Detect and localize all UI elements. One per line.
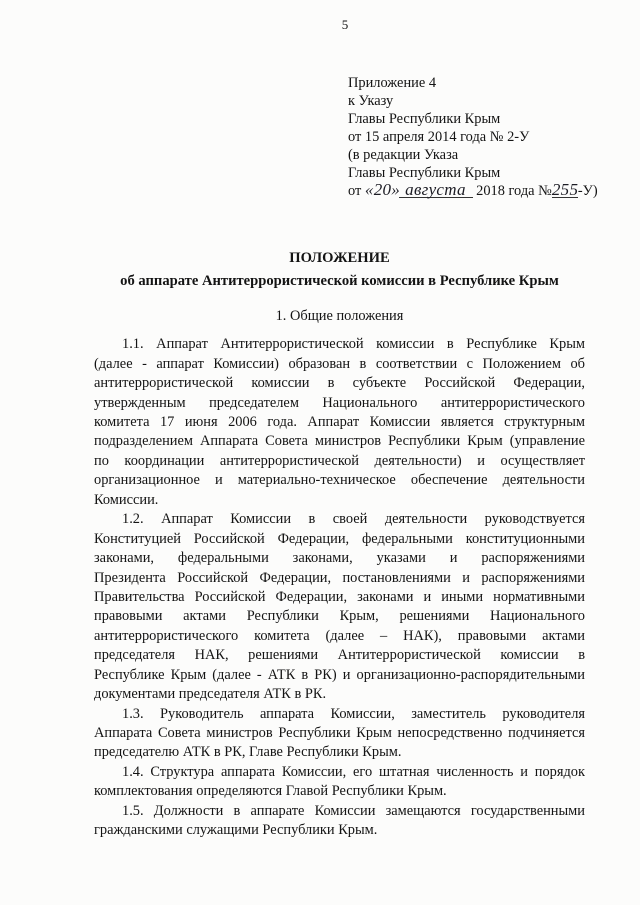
paragraph-line: правовыми актами Республики Крым, решениями Национального: [94, 608, 585, 625]
paragraph-line: подразделением Аппарата Совета министров Республики Крым (управление: [94, 433, 585, 450]
paragraph-line: 1.3. Руководитель аппарата Комиссии, заместитель руководителя: [122, 705, 585, 722]
appendix-label: Приложение 4: [348, 75, 437, 91]
issuer-line: Главы Республики Крым: [348, 111, 501, 127]
paragraph-1-5: [94, 802, 585, 841]
paragraph-1-2: [94, 510, 585, 704]
paragraph-line: комитета 17 июня 2006 года. Аппарат Комиссии является структурным: [94, 414, 585, 431]
revision-date-prefix: от: [348, 183, 362, 199]
paragraph-line: утвержденным председателем Национального антитеррористического: [94, 394, 585, 411]
revision-year: 2018 года №: [476, 183, 552, 199]
paragraph-line: по координации антитеррористической деятельности) и осуществляет: [94, 452, 585, 469]
handwritten-day: «20»: [364, 180, 401, 199]
paragraph-line: председателя НАК, решениями Антитеррористической комиссии в: [94, 647, 585, 664]
paragraph-line: организационное и материально-техническое обеспечение деятельности: [94, 472, 585, 489]
paragraph-line: 1.2. Аппарат Комиссии в своей деятельности руководствуется: [122, 511, 585, 528]
revision-date-line: [348, 182, 598, 200]
paragraph-line: Президента Российской Федерации, постановлениями и распоряжениями: [94, 569, 585, 586]
paragraph-line: Конституцией Российской Федерации, федеральными конституционными: [94, 530, 585, 547]
decree-date-line: от 15 апреля 2014 года № 2-У: [348, 129, 530, 145]
page-number: 5: [341, 17, 349, 32]
revision-note: (в редакции Указа: [348, 147, 459, 163]
document-body: [94, 335, 585, 840]
document-subtitle: об аппарате Антитеррористической комиссии в Республике Крым: [120, 273, 559, 289]
document-title: ПОЛОЖЕНИЕ: [289, 250, 390, 266]
paragraph-1-1: [94, 335, 585, 510]
paragraph-line: антитеррористического комитета (далее – НАК), правовыми актами: [94, 627, 585, 644]
paragraph-line: Республике Крым (далее - АТК в РК) и организационно-распорядительными: [94, 666, 585, 683]
document-title-block: [94, 247, 585, 293]
paragraph-line: документами председателя АТК в РК.: [94, 686, 327, 703]
paragraph-line: 1.1. Аппарат Антитеррористической комиссии в Республике Крым: [122, 336, 585, 353]
handwritten-number: 255: [551, 180, 579, 199]
appendix-header: [348, 74, 598, 200]
paragraph-line: Аппарата Совета министров Республики Крым непосредственно подчиняется: [94, 725, 585, 742]
revision-issuer-line: Главы Республики Крым: [348, 165, 501, 181]
paragraph-line: законами, федеральными законами, указами и распоряжениями: [94, 550, 585, 567]
paragraph-line: антитеррористической комиссии в субъекте Российской Федерации,: [94, 375, 585, 392]
paragraph-line: комплектования определяются Главой Республики Крым.: [94, 783, 447, 800]
handwritten-month: августа: [399, 182, 473, 198]
section-heading: 1. Общие положения: [275, 308, 404, 324]
paragraph-line: Комиссии.: [94, 491, 159, 508]
revision-number-suffix: -У): [577, 183, 598, 199]
paragraph-1-4: [94, 763, 585, 802]
paragraph-line: гражданскими служащими Республики Крым.: [94, 822, 378, 839]
paragraph-line: Правительства Российской Федерации, законами и иными нормативными: [94, 588, 585, 605]
paragraph-1-3: [94, 705, 585, 763]
paragraph-line: 1.4. Структура аппарата Комиссии, его штатная численность и порядок: [122, 763, 585, 780]
paragraph-line: 1.5. Должности в аппарате Комиссии замещаются государственными: [122, 802, 585, 819]
paragraph-line: председателю АТК в РК, Главе Республики Крым.: [94, 744, 402, 761]
paragraph-line: (далее - аппарат Комиссии) образован в соответствии с Положением об: [94, 355, 585, 372]
decree-reference: к Указу: [348, 93, 394, 109]
